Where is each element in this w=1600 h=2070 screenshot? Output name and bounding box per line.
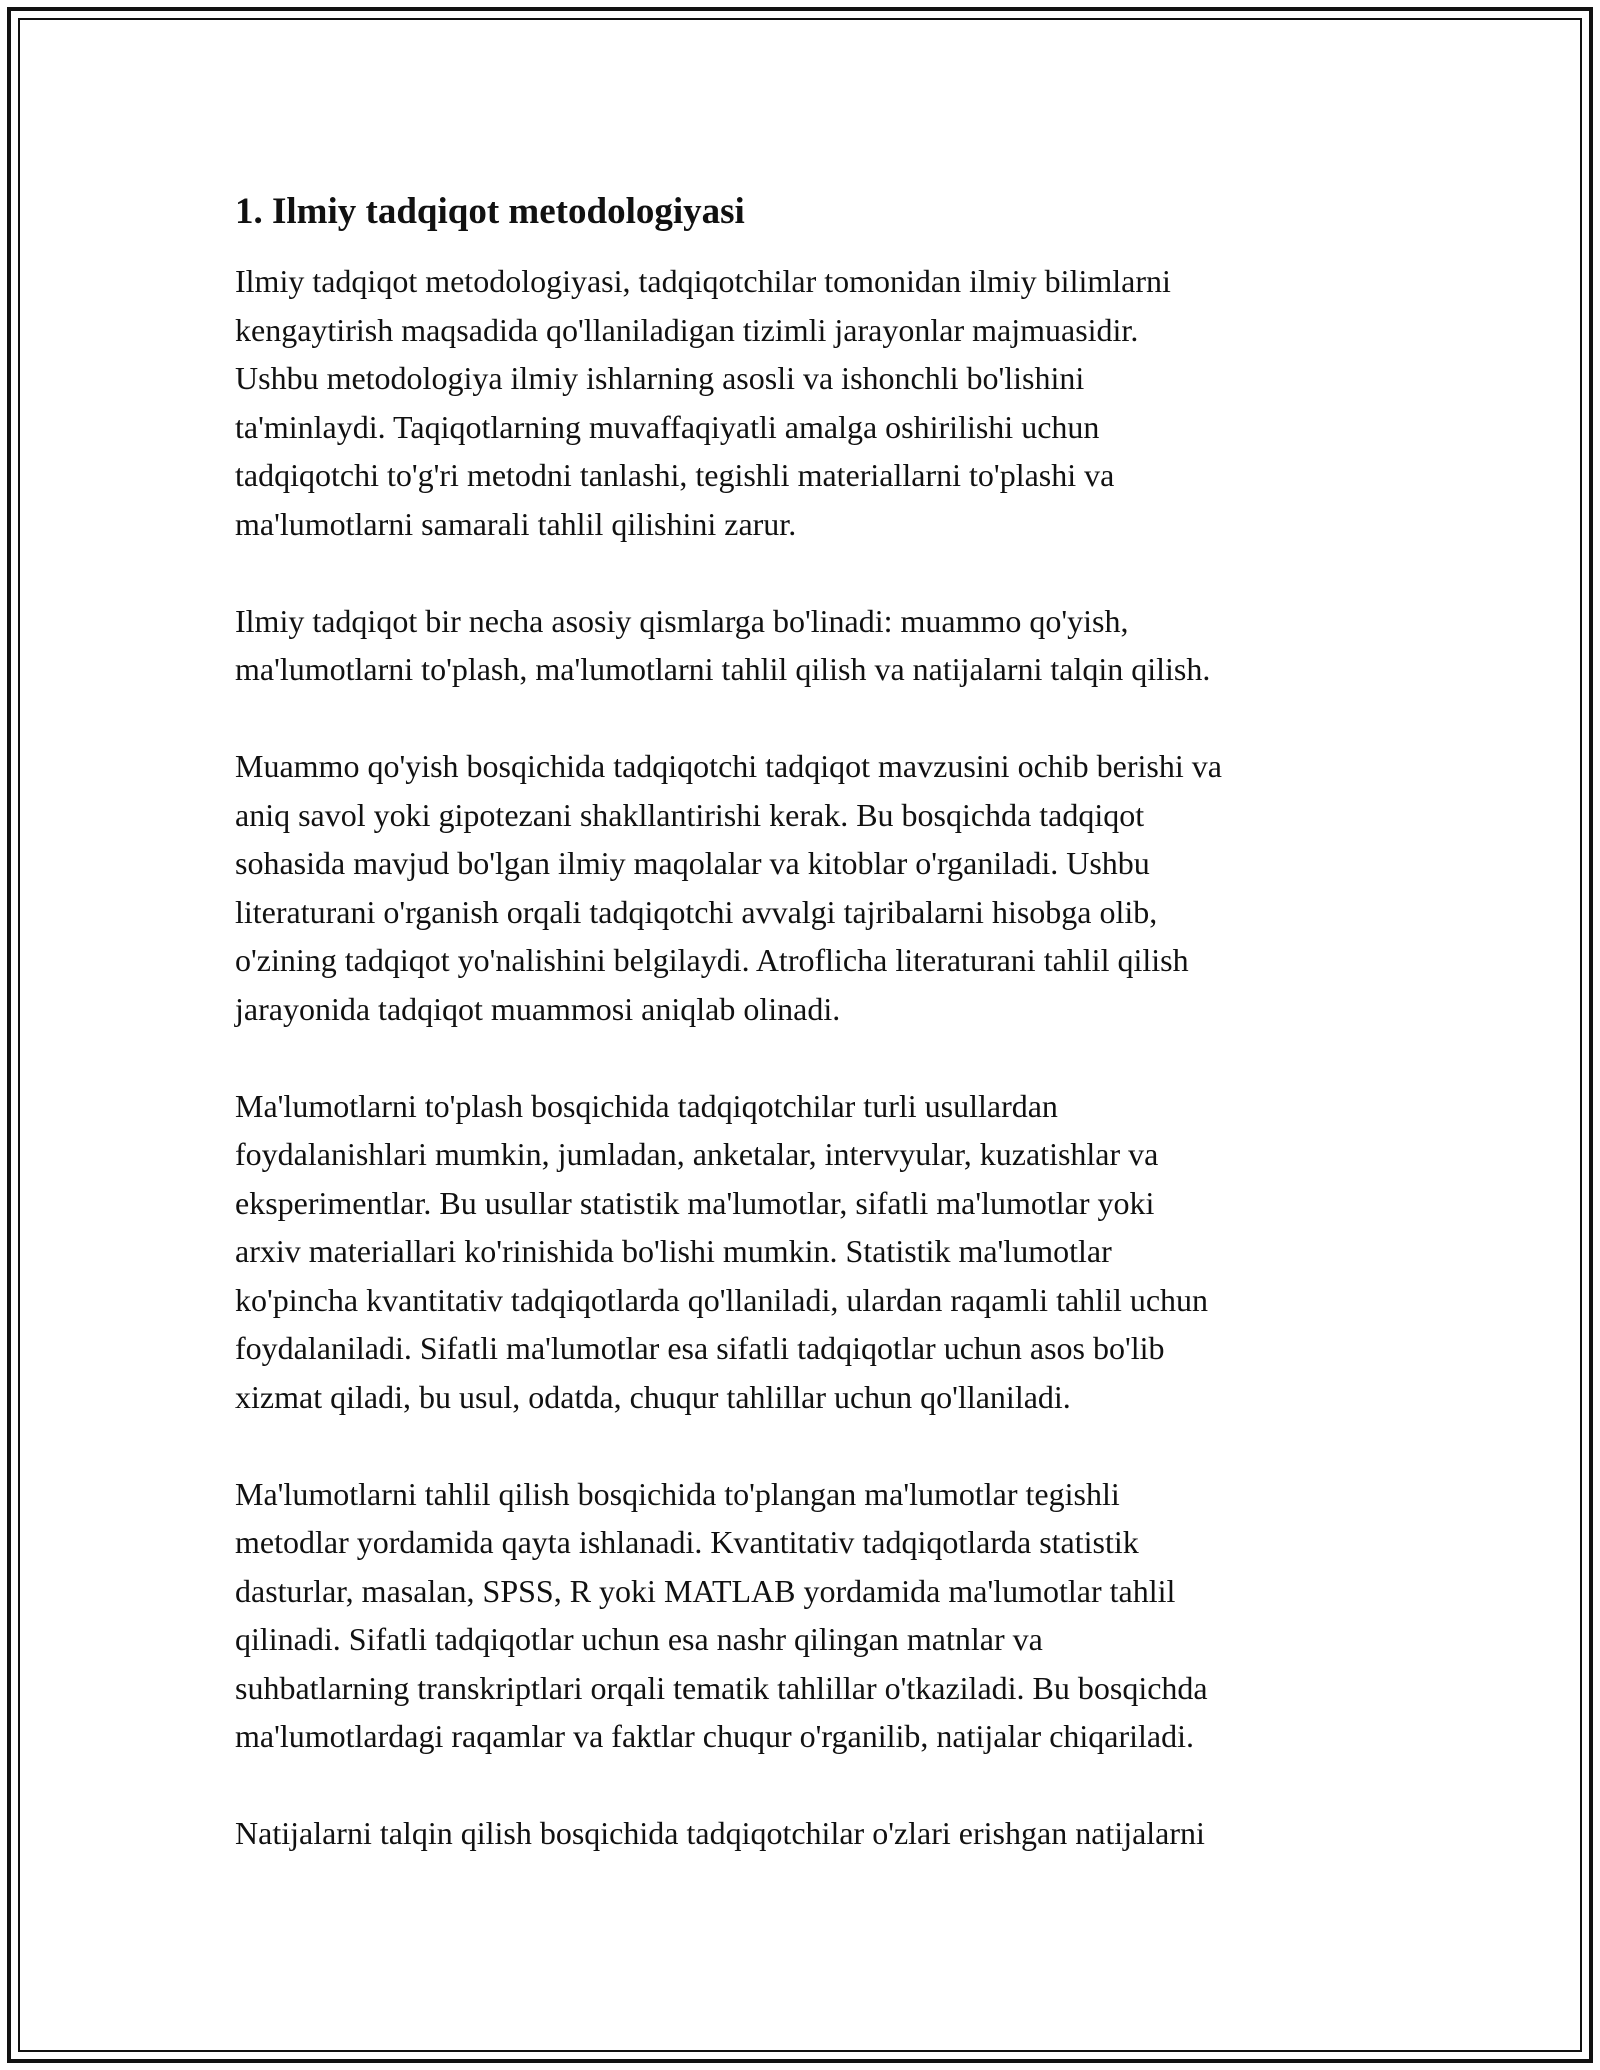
text-line: ta'minlaydi. Taqiqotlarning muvaffaqiyatli amalga oshirilishi uchun: [235, 408, 1100, 445]
text-line: Muammo qo'yish bosqichida tadqiqotchi tadqiqot mavzusini ochib berishi va: [235, 748, 1222, 784]
text-line: Ilmiy tadqiqot metodologiyasi, tadqiqotchilar tomonidan ilmiy bilimlarni: [235, 263, 1171, 299]
paragraph-methodology-intro: [235, 257, 1385, 548]
text-line: tadqiqotchi to'g'ri metodni tanlashi, tegishli materiallarni to'plashi va: [235, 457, 1115, 493]
text-line: suhbatlarning transkriptlari orqali tematik tahlillar o'tkaziladi. Bu bosqichda: [235, 1669, 1208, 1706]
text-line: o'zining tadqiqot yo'nalishini belgilaydi. Atroflicha literaturani tahlil qilish: [235, 942, 1189, 978]
paragraph-interpretation: [235, 1809, 1385, 1858]
paragraph-data-analysis: [235, 1470, 1385, 1761]
text-line: Natijalarni talqin qilish bosqichida tadqiqotchilar o'zlari erishgan natijalarni: [235, 1815, 1205, 1851]
text-line: ma'lumotlarni to'plash, ma'lumotlarni tahlil qilish va natijalarni talqin qilish.: [235, 651, 1211, 687]
text-line: foydalaniladi. Sifatli ma'lumotlar esa sifatli tadqiqotlar uchun asos bo'lib: [235, 1330, 1165, 1366]
text-line: literaturani o'rganish orqali tadqiqotchi avvalgi tajribalarni hisobga olib,: [235, 893, 1158, 930]
text-line: metodlar yordamida qayta ishlanadi. Kvantitativ tadqiqotlarda statistik: [235, 1524, 1139, 1560]
text-line: arxiv materiallari ko'rinishida bo'lishi mumkin. Statistik ma'lumotlar: [235, 1233, 1112, 1269]
text-line: dasturlar, masalan, SPSS, R yoki MATLAB yordamida ma'lumotlar tahlil: [235, 1572, 1176, 1609]
paragraph-research-parts: [235, 597, 1385, 694]
text-line: ko'pincha kvantitativ tadqiqotlarda qo'llaniladi, ulardan raqamli tahlil uchun: [235, 1281, 1209, 1318]
text-line: Ma'lumotlarni tahlil qilish bosqichida to'plangan ma'lumotlar tegishli: [235, 1475, 1120, 1512]
text-line: Ushbu metodologiya ilmiy ishlarning asosli va ishonchli bo'lishini: [235, 360, 1085, 396]
text-line: foydalanishlari mumkin, jumladan, anketalar, intervyular, kuzatishlar va: [235, 1136, 1159, 1172]
paragraph-data-collection: [235, 1082, 1385, 1422]
text-line: ma'lumotlardagi raqamlar va faktlar chuqur o'rganilib, natijalar chiqariladi.: [235, 1718, 1195, 1754]
text-line: sohasida mavjud bo'lgan ilmiy maqolalar va kitoblar o'rganiladi. Ushbu: [235, 845, 1150, 881]
section-heading: 1. Ilmiy tadqiqot metodologiyasi: [235, 191, 745, 232]
text-line: eksperimentlar. Bu usullar statistik ma'lumotlar, sifatli ma'lumotlar yoki: [235, 1184, 1155, 1221]
text-line: aniq savol yoki gipotezani shakllantirishi kerak. Bu bosqichda tadqiqot: [235, 796, 1145, 833]
paragraph-problem-statement: [235, 742, 1385, 1033]
text-line: qilinadi. Sifatli tadqiqotlar uchun esa nashr qilingan matnlar va: [235, 1621, 1043, 1657]
text-line: xizmat qiladi, bu usul, odatda, chuqur tahlillar uchun qo'llaniladi.: [235, 1378, 1071, 1415]
document-body: [235, 188, 1385, 1906]
text-line: ma'lumotlarni samarali tahlil qilishini zarur.: [235, 505, 797, 542]
text-line: Ilmiy tadqiqot bir necha asosiy qismlarga bo'linadi: muammo qo'yish,: [235, 602, 1129, 639]
text-line: jarayonida tadqiqot muammosi aniqlab olinadi.: [235, 990, 841, 1027]
text-line: kengaytirish maqsadida qo'llaniladigan tizimli jarayonlar majmuasidir.: [235, 311, 1139, 348]
text-line: Ma'lumotlarni to'plash bosqichida tadqiqotchilar turli usullardan: [235, 1087, 1058, 1124]
